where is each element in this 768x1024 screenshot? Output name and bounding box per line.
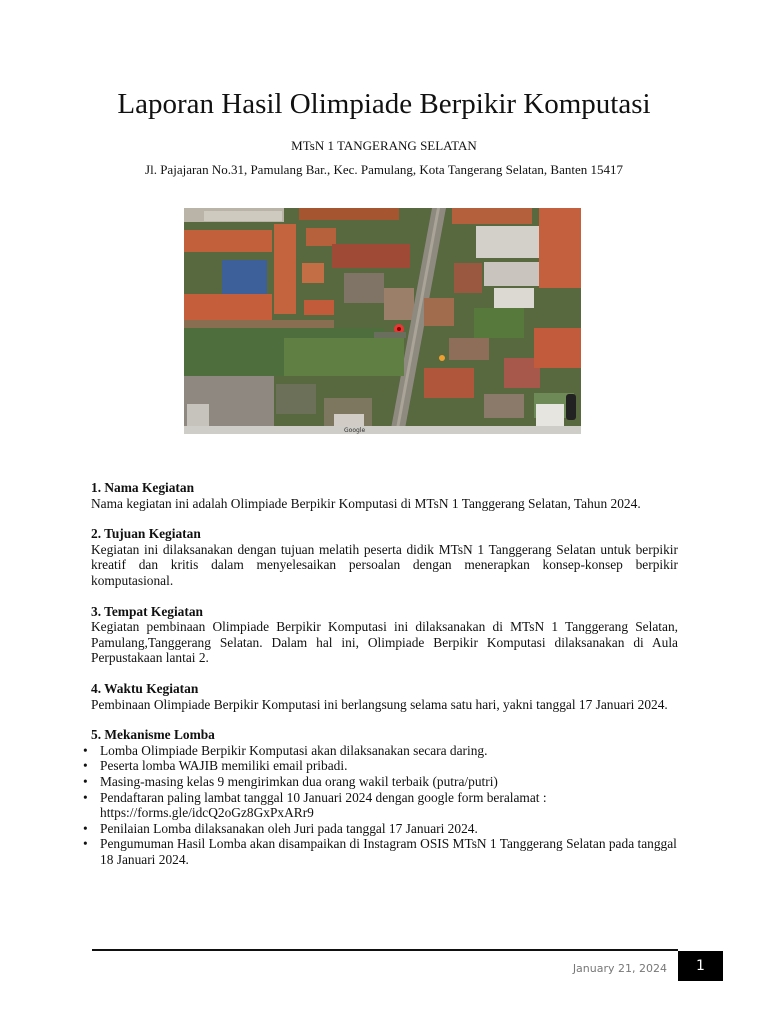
section-body: Kegiatan pembinaan Olimpiade Berpikir Komputasi ini dilaksanakan di MTsN 1 Tanggerang Selatan, Pamulang,Tanggerang Selatan. Dalam hal ini, Olimpiade Berpikir Komputasi dilaksanakan di Aula Perpustakaan lantai 2.	[91, 619, 678, 666]
mekanisme-list	[91, 743, 678, 868]
report-body	[91, 480, 678, 882]
school-name: MTsN 1 TANGERANG SELATAN	[291, 138, 477, 153]
section-heading: 5. Mekanisme Lomba	[91, 727, 215, 743]
section-heading: 1. Nama Kegiatan	[91, 480, 195, 495]
section-heading: 4. Waktu Kegiatan	[91, 680, 199, 696]
satellite-map-drawing	[184, 208, 581, 434]
list-item: • Pendaftaran paling lambat tanggal 10 Januari 2024 dengan google form beralamat : https://forms.gle/idcQ2oGz8GxPxARr9	[100, 790, 678, 821]
list-item: • Penilaian Lomba dilaksanakan oleh Juri pada tanggal 17 Januari 2024.	[100, 821, 678, 837]
section-mekanisme-lomba	[91, 727, 678, 867]
satellite-map-image	[184, 208, 581, 434]
list-item: • Pengumuman Hasil Lomba akan disampaikan di Instagram OSIS MTsN 1 Tanggerang Selatan pada tanggal 18 Januari 2024.	[100, 836, 678, 867]
list-item: • Masing-masing kelas 9 mengirimkan dua orang wakil terbaik (putra/putri)	[100, 774, 678, 790]
list-item: • Lomba Olimpiade Berpikir Komputasi akan dilaksanakan secara daring.	[100, 743, 678, 759]
footer-divider	[92, 949, 678, 951]
section-body: Kegiatan ini dilaksanakan dengan tujuan melatih peserta didik MTsN 1 Tanggerang Selatan untuk berpikir kreatif dan kritis dalam menyelesaikan persoalan dengan menerapkan konsep-konsep berpikir komputasional.	[91, 541, 678, 588]
school-address: Jl. Pajajaran No.31, Pamulang Bar., Kec. Pamulang, Kota Tangerang Selatan, Banten 15417	[145, 162, 623, 177]
list-item: • Peserta lomba WAJIB memiliki email pribadi.	[100, 758, 678, 774]
document-title: Laporan Hasil Olimpiade Berpikir Komputasi	[117, 88, 651, 120]
section-heading: 3. Tempat Kegiatan	[91, 603, 203, 619]
section-nama-kegiatan	[91, 480, 678, 511]
section-body: Pembinaan Olimpiade Berpikir Komputasi ini berlangsung selama satu hari, yakni tanggal 17 Januari 2024.	[91, 696, 668, 712]
map-brand-logo: Google	[344, 427, 366, 434]
section-tempat-kegiatan	[91, 604, 678, 666]
page-number: 1	[678, 951, 723, 981]
section-heading: 2. Tujuan Kegiatan	[91, 526, 201, 542]
section-waktu-kegiatan	[91, 681, 678, 712]
section-body: Nama kegiatan ini adalah Olimpiade Berpikir Komputasi di MTsN 1 Tanggerang Selatan, Tahun 2024.	[91, 495, 641, 511]
footer-date: January 21, 2024	[572, 962, 667, 975]
section-tujuan-kegiatan	[91, 526, 678, 588]
